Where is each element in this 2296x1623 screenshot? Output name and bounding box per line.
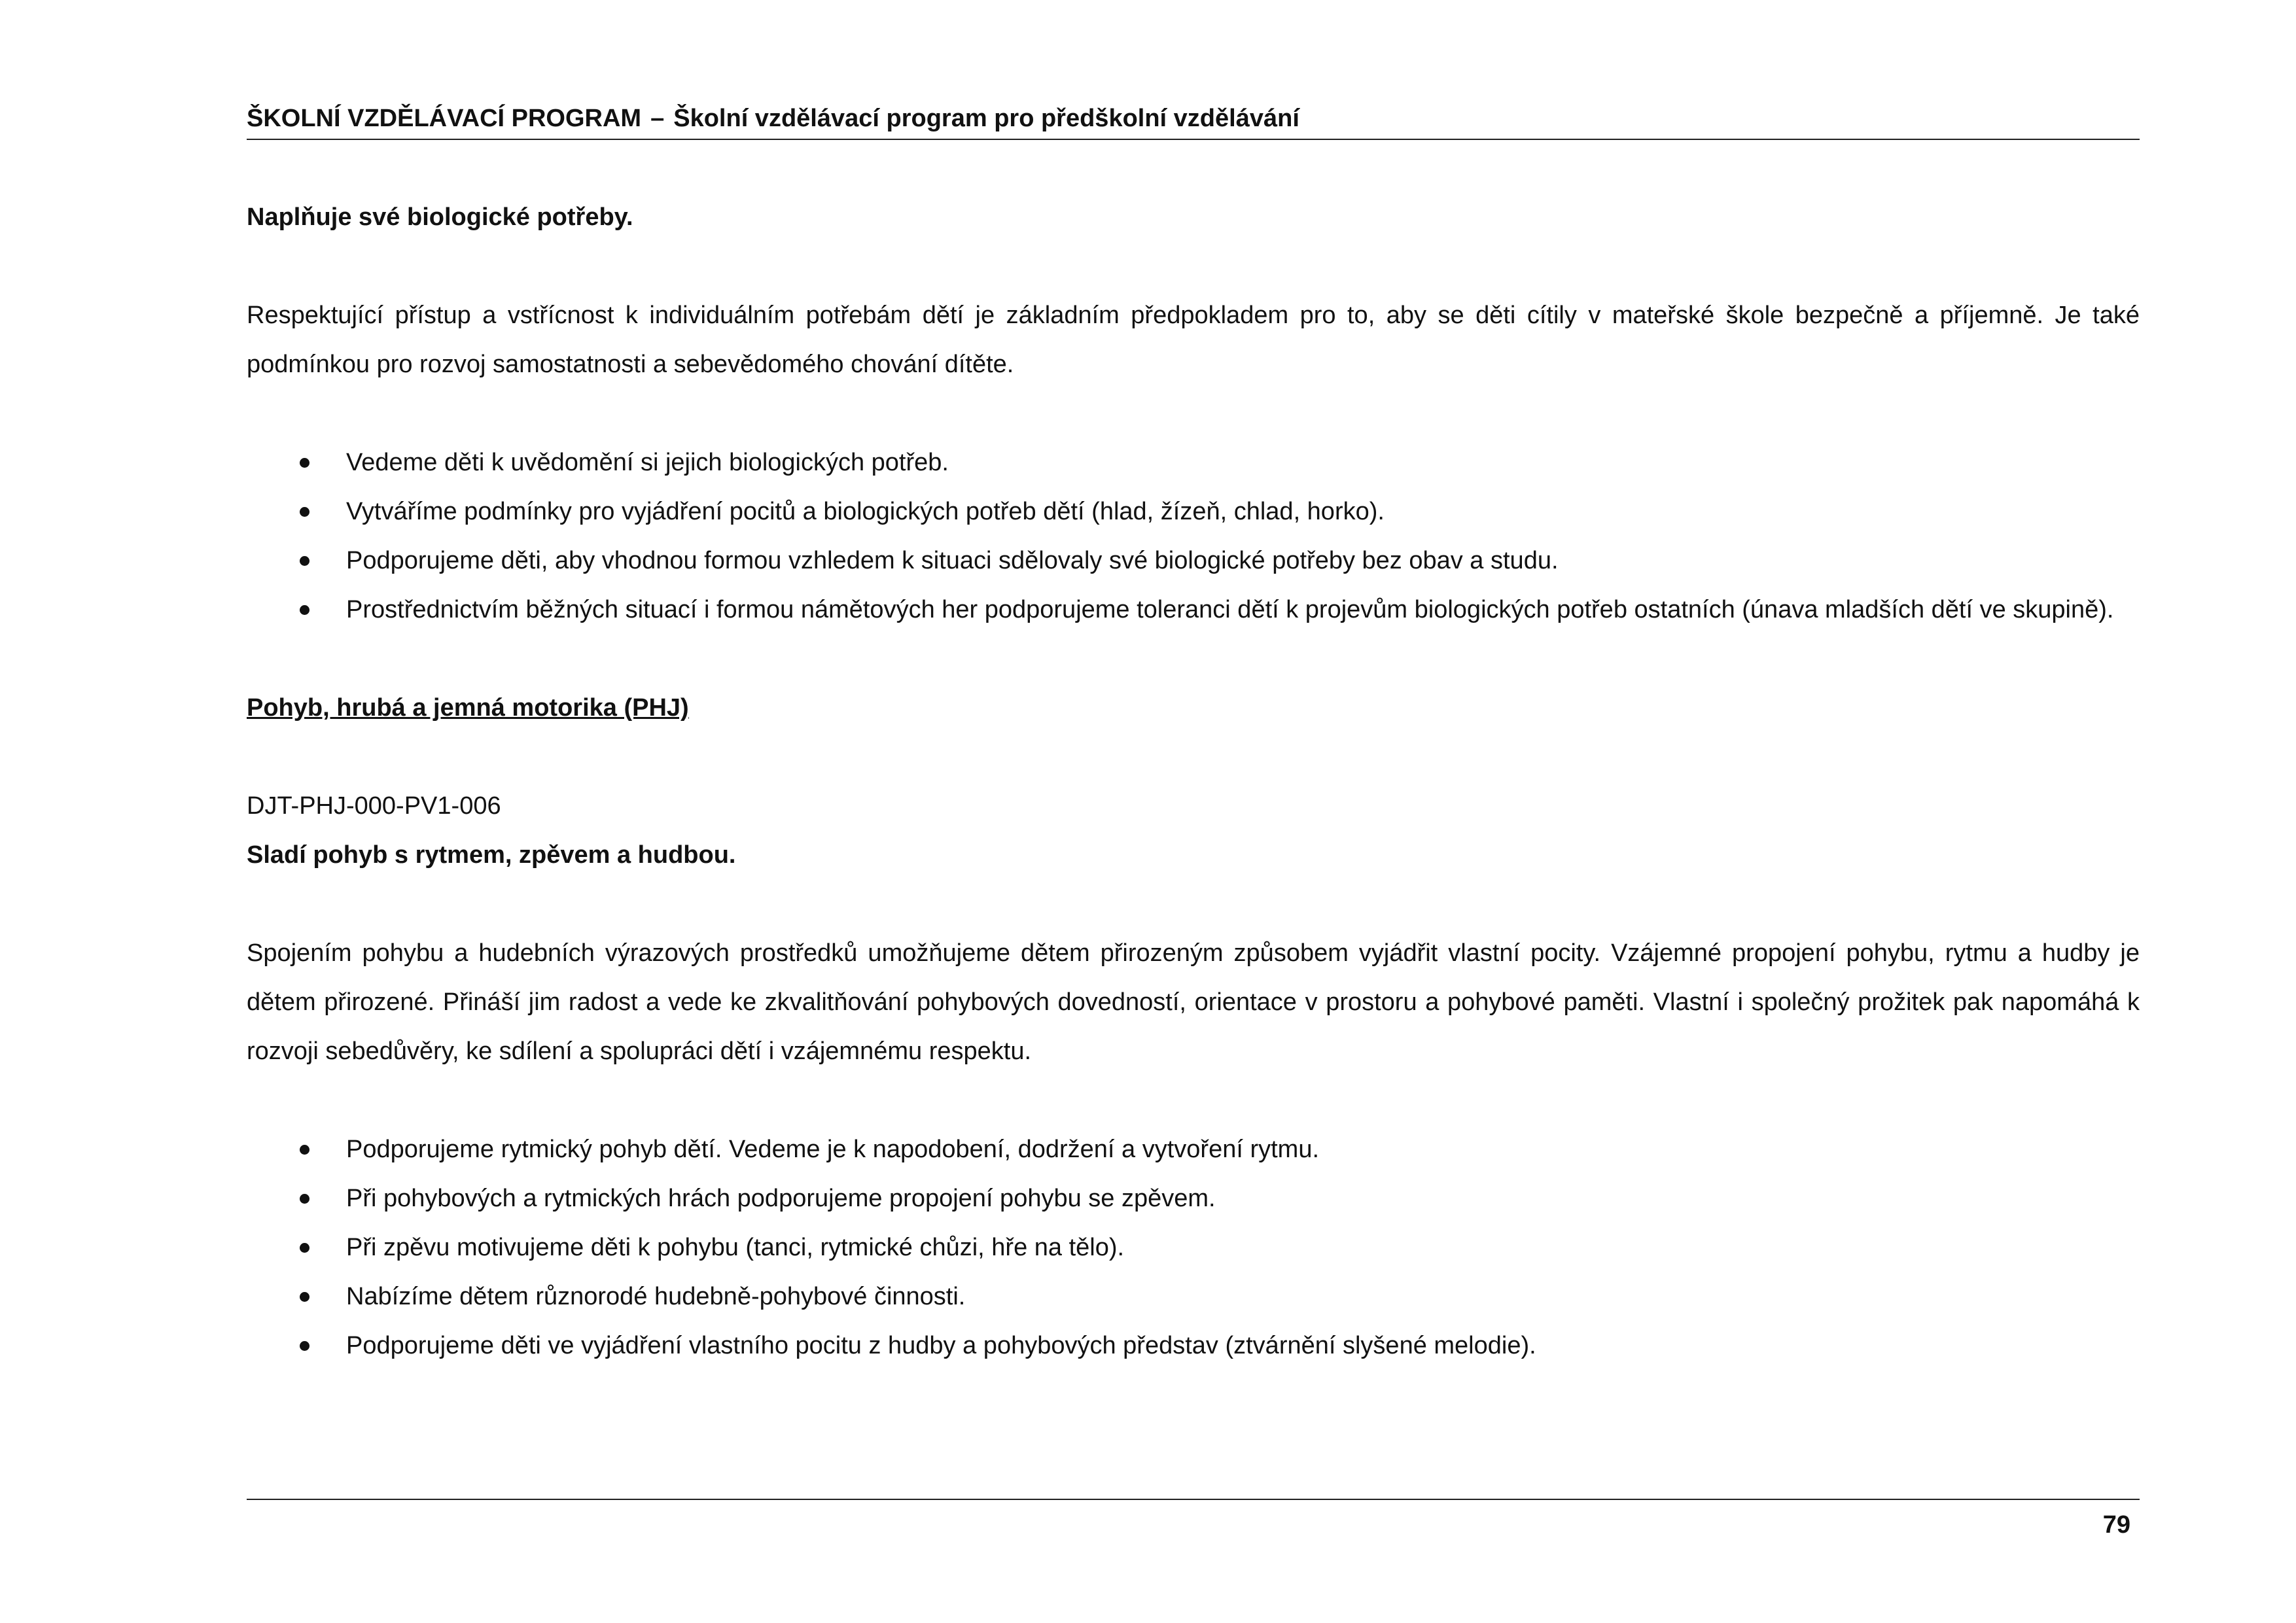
header-program: ŠKOLNÍ VZDĚLÁVACÍ PROGRAM [247,105,642,132]
list-item: Podporujeme děti, aby vhodnou formou vzhledem k situaci sdělovaly své biologické potřeby bez obav a studu. [247,536,2140,585]
footer-divider [247,1499,2140,1500]
list-item: Při zpěvu motivujeme děti k pohybu (tanci, rytmické chůzi, hře na tělo). [247,1223,2140,1272]
page-number: 79 [2102,1511,2130,1539]
spacer [247,733,2140,782]
section1-heading: Naplňuje své biologické potřeby. [247,203,633,231]
section1-paragraph: Respektující přístup a vstřícnost k individuálním potřebám dětí je základním předpokladem pro to, aby se děti cítily v mateřské škole bezpečně a příjemně. Je také podmínkou pro rozvoj samostatnosti a sebevědomého chování dítěte. [247,302,2140,378]
header-subtitle: Školní vzdělávací program pro předškolní vzdělávání [673,105,1299,132]
spacer [247,1076,2140,1125]
list-item: Prostřednictvím běžných situací i formou námětových her podporujeme toleranci dětí k projevům biologických potřeb ostatních (únava mladších dětí ve skupině). [247,585,2140,635]
page-header [247,97,2140,140]
list-item: Nabízíme dětem různorodé hudebně-pohybové činnosti. [247,1272,2140,1321]
header-divider [247,139,2140,140]
section2-heading: Sladí pohyb s rytmem, zpěvem a hudbou. [247,841,736,869]
section1-bullet-list [247,438,2140,635]
page-content [247,193,2140,1370]
spacer [247,389,2140,438]
list-item: Vedeme děti k uvědomění si jejich biologických potřeb. [247,438,2140,487]
header-separator: – [650,105,665,132]
list-item: Podporujeme děti ve vyjádření vlastního pocitu z hudby a pohybových představ (ztvárnění slyšené melodie). [247,1321,2140,1370]
list-item: Podporujeme rytmický pohyb dětí. Vedeme je k napodobení, dodržení a vytvoření rytmu. [247,1125,2140,1174]
section2-title: Pohyb, hrubá a jemná motorika (PHJ) [247,694,689,722]
list-item: Při pohybových a rytmických hrách podporujeme propojení pohybu se zpěvem. [247,1174,2140,1223]
section2-code: DJT-PHJ-000-PV1-006 [247,792,501,820]
spacer [247,880,2140,929]
document-page [247,0,2140,1623]
list-item: Vytváříme podmínky pro vyjádření pocitů a biologických potřeb dětí (hlad, žízeň, chlad, horko). [247,487,2140,536]
section2-paragraph: Spojením pohybu a hudebních výrazových prostředků umožňujeme dětem přirozeným způsobem vyjádřit vlastní pocity. Vzájemné propojení pohybu, rytmu a hudby je dětem přirozené. Přináší jim radost a vede ke zkvalitňování pohybových dovedností, orientace v prostoru a pohybové paměti. Vlastní i společný prožitek pak napomáhá k rozvoji sebedůvěry, ke sdílení a spolupráci dětí i vzájemnému respektu. [247,939,2140,1065]
section2-bullet-list [247,1125,2140,1370]
spacer [247,635,2140,684]
spacer [247,242,2140,291]
